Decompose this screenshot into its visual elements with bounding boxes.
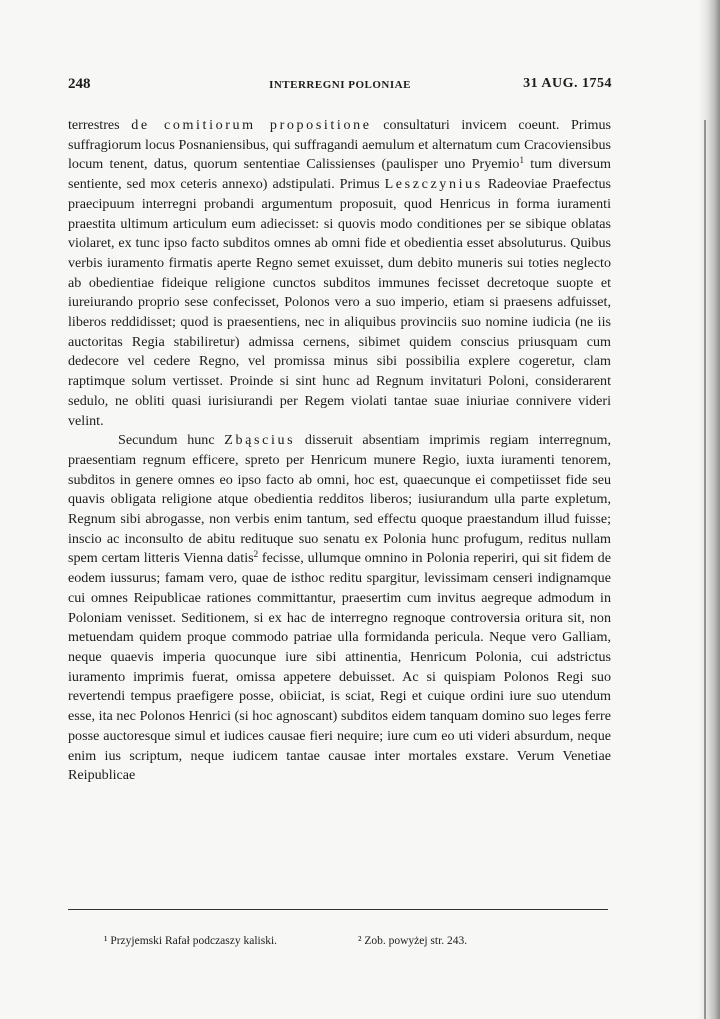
header-date: 31 AUG. 1754 bbox=[523, 76, 612, 91]
footnote-1: ¹ Przyjemski Rafał podczaszy kaliski. bbox=[104, 935, 278, 947]
p1-text-f: Radeoviae Praefectus praecipuum interregni probandi argumentum proposuit, quod Henricus in forma iuramenti praestita ultimum articulum eum adiecisset: si quovis modo conditiones per se sibique oblatas violaret, ex tunc ipso facto subditos omnes ab omni fide et obedientia esset absoluturus. Quibus verbis iuramento firmatis aperte Regno semet exuisset, dum debito muneris sui toties neglecto ab obedientiae fideique religione cunctos subditos immunes fecisset decretoque suopte et iureiurando proprio sese confecisset, Polonos vero a suo imperio, etiam si praesens adfuisset, liberos reddidisset; quod is praesentiens, nec in aliquibus provinciis suo nomine iudicia (ne iis auctoritas Regia stabiliretur) admissa cernens, sibimet quidem conscius priusquam cum dedecore vel cedere Regno, vel promissa minus sibi possibilia explere cogeretur, clam raptimque solum vertisset. Proinde si sint hunc ad Regnum invitaturi Poloni, considerarent sedulo, ne obliti quasi iurisiurandi per Regem violati tantae suae iniuriae connivere videri velint. bbox=[68, 176, 611, 429]
p1-text-d: tum diversum sentiente, sed mox ceteris annexo) adstipulati. Primus bbox=[68, 156, 611, 193]
page-binding-line bbox=[704, 120, 706, 1019]
paragraph-1 bbox=[68, 116, 611, 431]
page-number: 248 bbox=[68, 76, 91, 92]
p1-spaced-phrase: de comitiorum propositione bbox=[131, 117, 372, 133]
running-head: INTERREGNI POLONIAE bbox=[269, 79, 411, 91]
footnote-2: ² Zob. powyżej str. 243. bbox=[358, 935, 468, 947]
footnote-ref-1: 1 bbox=[519, 155, 524, 166]
page-header bbox=[68, 76, 612, 98]
p2-text-c: disseruit absentiam imprimis regiam interregnum, praesentiam regnum efficere, spreto per Henricum munere Regio, iuxta iuramenti tenorem, subditos in genere omnes eo ipso facto ab omni, hoc est, quaecunque ei competiisset fide seu quavis obligata religione atque obedientia redditos liberos; iusiurandum ulla parte expletum, Regnum sibi abrogasse, non verbis enim tantum, sed effectu quoque praestandum illud fuisse; inscio ac inconsulto de abitu redituque suo senatu ex Polonia hunc profugum, reditus nullam spem certam litteris Vienna datis bbox=[68, 432, 611, 567]
p2-spaced-name: Zbąscius bbox=[224, 432, 296, 449]
page-binding-shadow bbox=[698, 0, 720, 1019]
p2-text-d: fecisse, ullumque omnino in Polonia reperiri, qui sit fidem de eodem iussurus; famam vero, quae de isthoc reditu spargitur, levissimam censeri indignamque cui omnes Reipublicae rationes committantur, praesertim cum invitus aegreque admodum in Poloniam venisset. Seditionem, si ex hac de interregno regnoque controversia oritura sit, non metuendam quidem proque commodo patriae ulla formidanda pericula. Neque vero Galliam, neque quaevis imperia quocunque iure sibi attinentia, Henricum Polonia, cui adstrictus iuramento imprimis fuerat, omissa appetere debuisset. Ac si quispiam Polonos Regi suo revertendi tempus praefigere posse, obiiciat, is sciat, Regi et cuique ordini iure suo utendum esse, ita nec Polonos Henrici (si hoc agnoscant) subditos eidem tanquam domino suo leges ferre posse auctoresque simul et iudices causae fieri nequire; iure cum eo uti videri absurdum, neque enim ius scriptum, neque iudicem tantae causae inter mortales exstare. Verum Venetiae Reipublicae bbox=[68, 550, 611, 784]
footnote-ref-2: 2 bbox=[253, 549, 259, 560]
p1-text-a: terrestres bbox=[68, 117, 132, 133]
footnote-divider bbox=[68, 909, 608, 910]
body-text bbox=[68, 116, 611, 786]
p1-text-c: consultaturi invicem coeunt. Primus suffragiorum locus Posnaniensibus, qui suffragandi aemulum et alternatum cum Cracoviensibus locum tenent, datus, quorum sententiae Calissienses (paulisper uno Pryemio bbox=[68, 117, 611, 173]
p2-text-a: Secundum hunc bbox=[118, 432, 225, 449]
footnotes bbox=[104, 935, 584, 953]
p1-spaced-name: Leszczynius bbox=[384, 176, 483, 193]
paragraph-2 bbox=[68, 431, 611, 786]
